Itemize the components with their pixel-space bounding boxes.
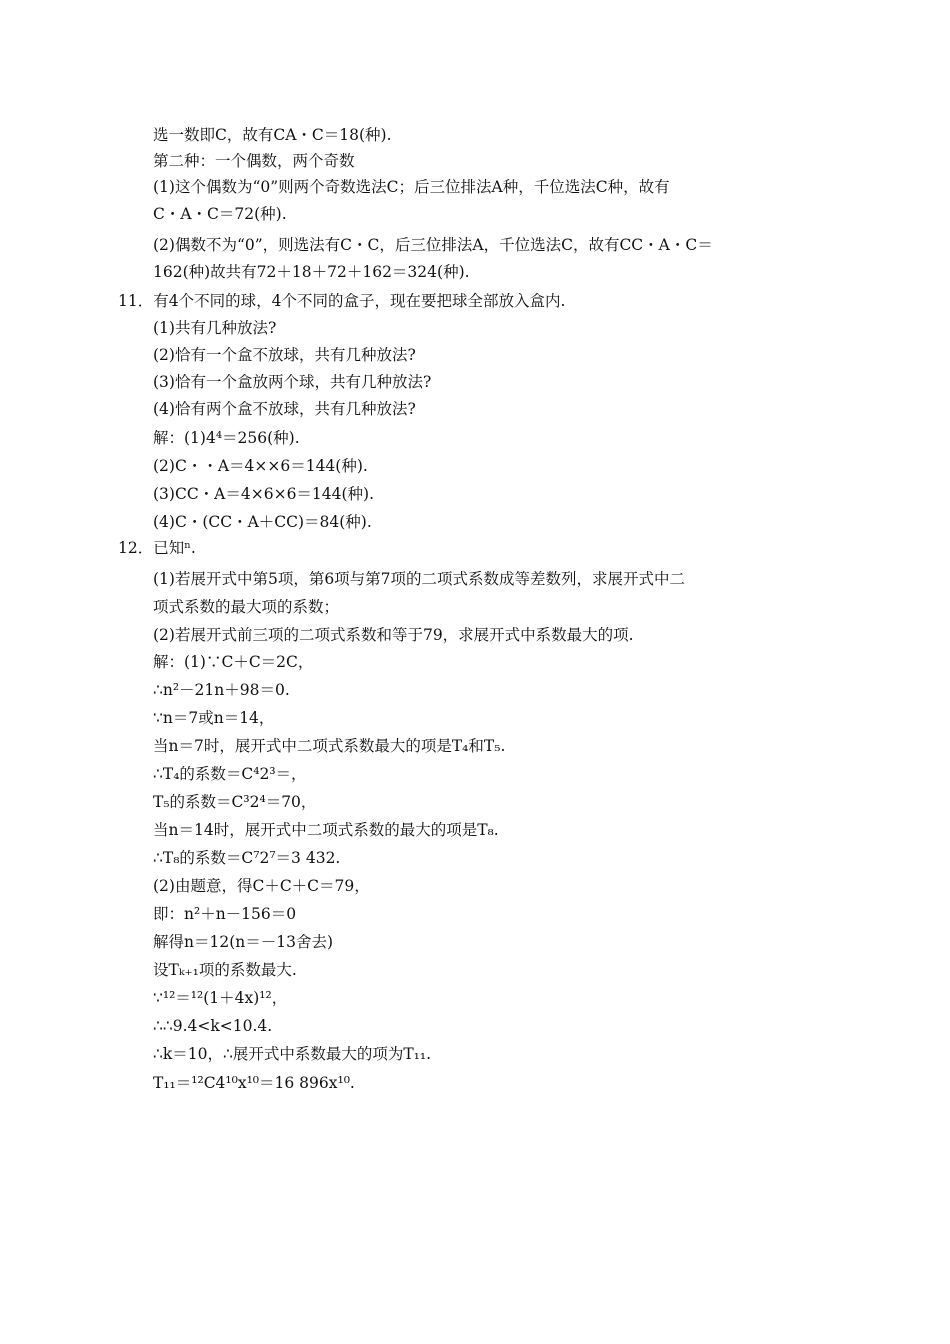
text-line: 解：(1)∵C＋C＝2C，	[153, 653, 314, 671]
question-12: 12．已知ⁿ.	[118, 539, 196, 557]
text-line: (2)偶数不为“0”，则选法有C・C，后三位排法A，千位选法C，故有CC・A・C＝	[153, 236, 713, 254]
text-line: 第二种：一个偶数，两个奇数	[153, 152, 355, 170]
text-line: ∴n²－21n＋98＝0.	[153, 681, 290, 699]
text-line: ∴k＝10，∴展开式中系数最大的项为T₁₁.	[153, 1045, 432, 1063]
text-line: T₁₁＝¹²C4¹⁰x¹⁰＝16 896x¹⁰.	[153, 1074, 355, 1092]
text-line: (1)若展开式中第5项，第6项与第7项的二项式系数成等差数列，求展开式中二	[153, 570, 686, 588]
text-line: C・A・C＝72(种).	[153, 205, 287, 223]
text-line: 解得n＝12(n＝－13舍去)	[153, 933, 334, 951]
text-line: (4)C・(CC・A＋CC)＝84(种).	[153, 513, 372, 531]
text-line: (2)恰有一个盒不放球，共有几种放法?	[153, 346, 416, 364]
text-line: 即：n²＋n－156＝0	[153, 905, 297, 923]
text-line: ∴∴9.4<k<10.4.	[153, 1017, 273, 1035]
text-line: (4)恰有两个盒不放球，共有几种放法?	[153, 400, 416, 418]
text-line: ∵¹²＝¹²(1＋4x)¹²，	[153, 989, 288, 1007]
text-line: 设Tₖ₊₁项的系数最大.	[153, 961, 297, 979]
text-line: ∴T₄的系数＝C⁴2³＝，	[153, 765, 307, 783]
text-line: (1)这个偶数为“0”则两个奇数选法C；后三位排法A种，千位选法C种，故有	[153, 178, 670, 196]
text-line: ∵n＝7或n＝14，	[153, 709, 275, 727]
text-line: (2)C・・A＝4××6＝144(种).	[153, 457, 368, 475]
text-line: T₅的系数＝C³2⁴＝70，	[153, 793, 317, 811]
text-line: (3)CC・A＝4×6×6＝144(种).	[153, 485, 375, 503]
text-line: (2)若展开式前三项的二项式系数和等于79，求展开式中系数最大的项.	[153, 626, 634, 644]
text-line: 162(种)故共有72＋18＋72＋162＝324(种).	[153, 263, 470, 281]
text-line: 选一数即C，故有CA・C＝18(种).	[153, 126, 392, 144]
question-11: 11．有4个不同的球，4个不同的盒子，现在要把球全部放入盒内.	[118, 292, 566, 310]
text-line: 当n＝7时，展开式中二项式系数最大的项是T₄和T₅.	[153, 737, 506, 755]
text-line: 解：(1)4⁴＝256(种).	[153, 429, 300, 447]
text-line: ∴T₈的系数＝C⁷2⁷＝3 432.	[153, 849, 341, 867]
text-line: (3)恰有一个盒放两个球，共有几种放法?	[153, 373, 432, 391]
text-line: 当n＝14时，展开式中二项式系数的最大的项是T₈.	[153, 821, 499, 839]
text-line: (1)共有几种放法?	[153, 319, 277, 337]
text-line: (2)由题意，得C＋C＋C＝79，	[153, 877, 370, 895]
text-line: 项式系数的最大项的系数；	[153, 598, 340, 616]
